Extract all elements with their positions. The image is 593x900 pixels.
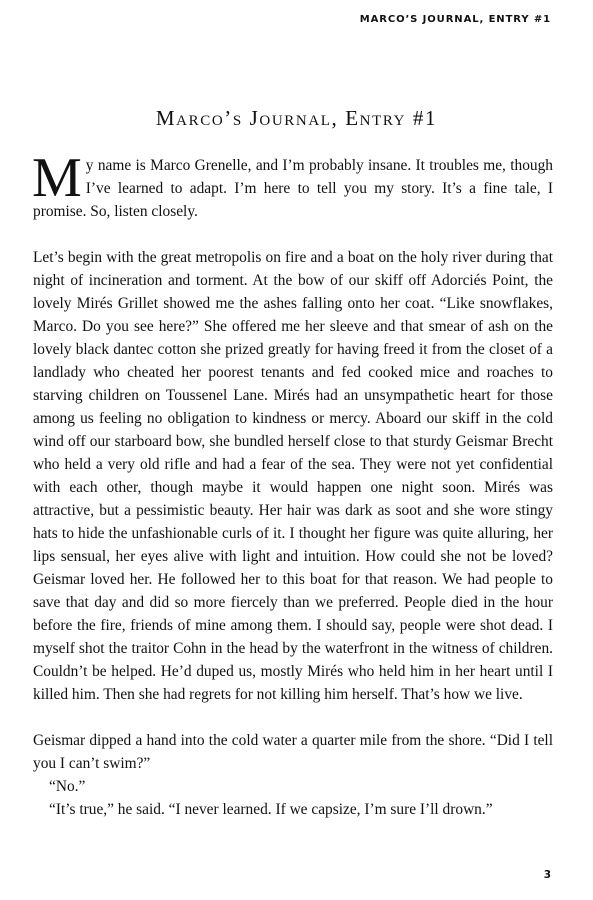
drop-cap: M	[32, 147, 82, 209]
paragraph-1-text: y name is Marco Grenelle, and I’m probably insane. It troubles me, though I’ve learned to adapt. I’m here to tell you my story. It’s a fine tale, I promise. So, listen closely.	[33, 157, 553, 220]
paragraph-1	[32, 147, 553, 223]
running-head: MARCO’S JOURNAL, ENTRY #1	[359, 14, 551, 25]
dialogue-line-2: “It’s true,” he said. “I never learned. If we capsize, I’m sure I’ll drown.”	[49, 801, 493, 818]
dialogue-line-1: “No.”	[49, 778, 86, 795]
paragraph-2: Let’s begin with the great metropolis on fire and a boat on the holy river during that night of incineration and torment. At the bow of our skiff off Adorciés Point, the lovely Mirés Grillet showed me the ashes falling onto her coat. “Like snowflakes, Marco. Do you see here?” She offered me her sleeve and that smear of ash on the lovely black dantec cotton she prized greatly for having freed it from the closet of a landlady who cheated her poorest tenants and fed cooked mice and roaches to starving children on Toussenel Lane. Mirés had an unsympathetic heart for those among us feeling no obligation to kindness or mercy. Aboard our skiff in the cold wind off our starboard bow, she bundled herself close to that sturdy Geismar Brecht who held a very old rifle and had a fear of the sea. They were not yet confidential with each other, though maybe it would happen one night soon. Mirés was attractive, but a pessimistic beauty. Her hair was dark as soot and she wore stingy hats to hide the unfashionable curls of it. I thought her figure was quite alluring, her lips sensual, her eyes alive with light and intuition. How could she not be loved? Geismar loved her. He followed her to this boat for that reason. We had people to save that day and did so more fiercely than we preferred. People died in the hour before the fire, friends of mine among them. I should say, people were shot dead. I myself shot the traitor Cohn in the head by the waterfront in the witness of children. Couldn’t be helped. He’d duped us, mostly Mirés who held him in her heart until I killed him. Then she had regrets for not killing him herself. That’s how we live.	[33, 249, 553, 703]
chapter-body	[32, 147, 553, 821]
paragraph-3: Geismar dipped a hand into the cold water a quarter mile from the shore. “Did I tell you I can’t swim?”	[33, 732, 553, 772]
page-number: 3	[543, 869, 551, 881]
chapter-title: Marco’s Journal, Entry #1	[155, 106, 438, 130]
